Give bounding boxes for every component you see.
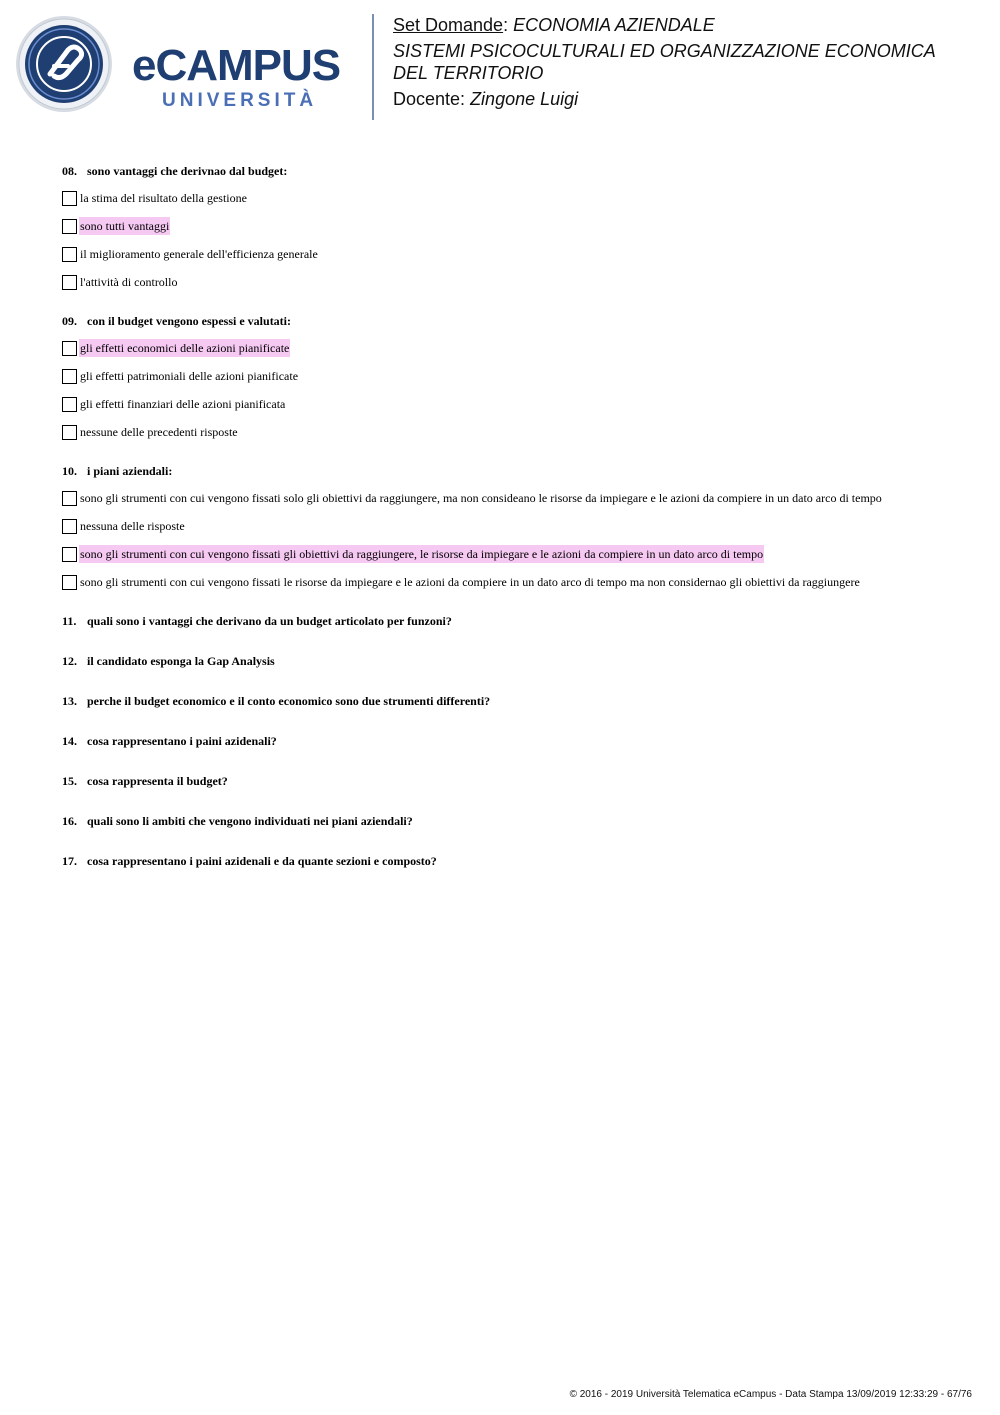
question-text: quali sono li ambiti che vengono individuati nei piani aziendali? [87, 814, 413, 828]
question-text: quali sono i vantaggi che derivano da un budget articolato per funzoni? [87, 614, 452, 628]
answer-text: sono gli strumenti con cui vengono fissati le risorse da impiegare e le azioni da compiere in un dato arco di tempo ma non considernao gli obiettivi da raggiungere [80, 575, 860, 589]
question-number: 08. [62, 164, 77, 178]
answer-option[interactable] [62, 573, 962, 591]
question-text: cosa rappresenta il budget? [87, 774, 228, 788]
answer-text: sono gli strumenti con cui vengono fissati solo gli obiettivi da raggiungere, ma non consideano le risorse da impiegare e le azioni da compiere in un dato arco di tempo [80, 491, 882, 505]
question-09 [62, 313, 962, 441]
answer-option[interactable] [62, 217, 962, 235]
open-question-11 [62, 613, 962, 629]
question-number: 11. [62, 614, 77, 628]
open-question-17 [62, 853, 962, 869]
open-question-16 [62, 813, 962, 829]
answer-checkbox[interactable] [62, 425, 77, 440]
open-question-15 [62, 773, 962, 789]
answer-text: l'attività di controllo [80, 275, 178, 289]
answer-option[interactable] [62, 273, 962, 291]
answer-option[interactable] [62, 367, 962, 385]
set-label: Set Domande [393, 15, 504, 35]
answer-text: il miglioramento generale dell'efficienza generale [80, 247, 318, 261]
ecampus-logo [14, 14, 359, 118]
question-number: 12. [62, 654, 77, 668]
question-number: 13. [62, 694, 77, 708]
header-info [393, 14, 993, 110]
question-number: 16. [62, 814, 77, 828]
question-title [62, 463, 962, 479]
teacher-line [393, 88, 993, 110]
answer-checkbox[interactable] [62, 247, 77, 262]
set-line: Set Domande: ECONOMIA AZIENDALE [393, 15, 715, 35]
answer-checkbox[interactable] [62, 491, 77, 506]
logo-subtext: UNIVERSITÀ [162, 90, 318, 111]
question-08 [62, 163, 962, 291]
question-title [62, 313, 962, 329]
answer-text: nessune delle precedenti risposte [80, 425, 238, 439]
answer-text: la stima del risultato della gestione [80, 191, 247, 205]
question-text: i piani aziendali: [87, 464, 173, 478]
question-text: con il budget vengono espessi e valutati: [87, 314, 292, 328]
course-title-line1: SISTEMI PSICOCULTURALI ED ORGANIZZAZIONE ECONOMICA [393, 41, 936, 61]
question-text: perche il budget economico e il conto economico sono due strumenti differenti? [87, 694, 491, 708]
answer-option[interactable] [62, 489, 962, 507]
answer-option[interactable] [62, 339, 962, 357]
questions-list [62, 163, 962, 893]
answer-checkbox[interactable] [62, 547, 77, 562]
open-question-14 [62, 733, 962, 749]
question-title [62, 163, 962, 179]
answer-option[interactable] [62, 189, 962, 207]
answer-text: gli effetti patrimoniali delle azioni pianificate [80, 369, 299, 383]
question-number: 10. [62, 464, 77, 478]
teacher-label: Docente: [393, 89, 466, 109]
teacher-name: Zingone Luigi [470, 89, 579, 109]
set-value: ECONOMIA AZIENDALE [513, 15, 715, 35]
open-question-13 [62, 693, 962, 709]
answer-text-highlighted: sono tutti vantaggi [80, 219, 170, 233]
page-footer: © 2016 - 2019 Università Telematica eCampus - Data Stampa 13/09/2019 12:33:29 - 67/76 [569, 1389, 972, 1400]
answer-checkbox[interactable] [62, 191, 77, 206]
page-header [0, 0, 1000, 130]
header-divider [372, 14, 374, 120]
question-10 [62, 463, 962, 591]
question-text: cosa rappresentano i paini azidenali e da quante sezioni e composto? [87, 854, 437, 868]
open-question-12 [62, 653, 962, 669]
logo-wordmark: eCAMPUS [132, 41, 341, 90]
answer-option[interactable] [62, 423, 962, 441]
question-number: 15. [62, 774, 77, 788]
answer-checkbox[interactable] [62, 275, 77, 290]
answer-checkbox[interactable] [62, 575, 77, 590]
answer-text-highlighted: sono gli strumenti con cui vengono fissati gli obiettivi da raggiungere, le risorse da impiegare e le azioni da compiere in un dato arco di tempo [80, 547, 764, 561]
question-text: il candidato esponga la Gap Analysis [87, 654, 275, 668]
answer-checkbox[interactable] [62, 341, 77, 356]
answer-checkbox[interactable] [62, 219, 77, 234]
course-title-line2: DEL TERRITORIO [393, 63, 544, 83]
question-number: 14. [62, 734, 77, 748]
answer-text: nessuna delle risposte [80, 519, 185, 533]
answer-checkbox[interactable] [62, 519, 77, 534]
question-number: 17. [62, 854, 77, 868]
answer-text-highlighted: gli effetti economici delle azioni pianificate [80, 341, 290, 355]
question-number: 09. [62, 314, 77, 328]
question-text: sono vantaggi che derivnao dal budget: [87, 164, 288, 178]
answer-option[interactable] [62, 245, 962, 263]
answer-option[interactable] [62, 395, 962, 413]
answer-option[interactable] [62, 517, 962, 535]
answer-text: gli effetti finanziari delle azioni pianificata [80, 397, 286, 411]
answer-checkbox[interactable] [62, 397, 77, 412]
answer-option[interactable] [62, 545, 962, 563]
answer-checkbox[interactable] [62, 369, 77, 384]
question-text: cosa rappresentano i paini azidenali? [87, 734, 277, 748]
